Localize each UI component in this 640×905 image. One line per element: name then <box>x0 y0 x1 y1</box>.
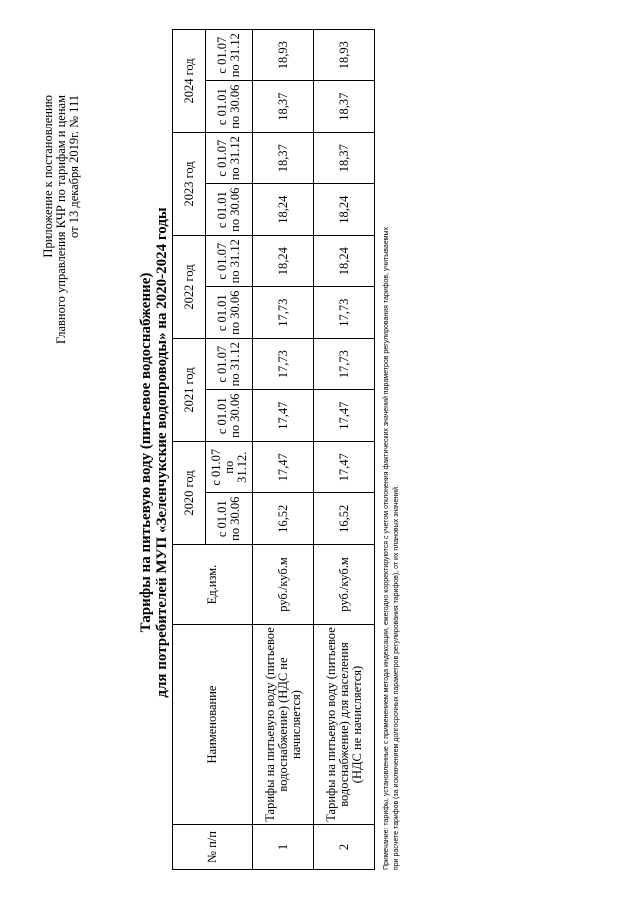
tariff-value: 18,24 <box>253 235 314 287</box>
table-row <box>314 29 375 869</box>
tariff-value: 18,37 <box>314 81 375 133</box>
footnote-line-2: при расчете тарифов (за исключением долгосрочных параметров регулирования тарифов), от их плановых значений. <box>393 484 400 870</box>
header-year: 2022 год <box>173 235 206 338</box>
tariff-value: 17,47 <box>253 441 314 493</box>
appendix-header <box>42 95 81 344</box>
tariff-value: 18,24 <box>253 184 314 236</box>
header-number: № п/п <box>173 825 253 870</box>
table-header-row-years <box>173 29 206 869</box>
tariff-value: 17,73 <box>314 287 375 339</box>
row-number: 2 <box>314 825 375 870</box>
tariff-table <box>172 29 375 870</box>
header-year: 2024 год <box>173 29 206 132</box>
header-period: с 01.01 по 30.06 <box>206 493 253 545</box>
tariff-value: 18,93 <box>314 29 375 81</box>
header-period: с 01.07 по 31.12 <box>206 29 253 81</box>
header-period: с 01.01 по 30.06 <box>206 287 253 339</box>
tariff-value: 18,37 <box>253 132 314 184</box>
header-period: с 01.01 по 30.06 <box>206 184 253 236</box>
tariff-value: 18,24 <box>314 184 375 236</box>
tariff-value: 16,52 <box>253 493 314 545</box>
header-year: 2023 год <box>173 132 206 235</box>
tariff-value: 18,37 <box>314 132 375 184</box>
footnote-line-1: Примечание: тарифы, установленные с применением метода индексации, ежегодно корректируются с учетом отклонения фактических значений параметров регулирования тарифов, учитываемых <box>383 226 390 870</box>
appendix-line-2: Главного управления КЧР по тарифам и ценам <box>54 95 68 345</box>
tariff-value: 17,73 <box>314 338 375 390</box>
tariff-value: 16,52 <box>314 493 375 545</box>
row-number: 1 <box>253 825 314 870</box>
header-period: с 01.01 по 30.06 <box>206 390 253 442</box>
tariff-value: 17,47 <box>314 441 375 493</box>
title-line-1: Тарифы на питьевую воду (питьевое водоснабжение) <box>138 272 154 633</box>
document-title <box>138 0 170 905</box>
header-period: с 01.07 по 31.12 <box>206 132 253 184</box>
header-period: с 01.07 по 31.12 <box>206 235 253 287</box>
header-period: с 01.07 по 31.12. <box>206 441 253 493</box>
tariff-value: 17,47 <box>314 390 375 442</box>
row-name: Тарифы на питьевую воду (питьевое водоснабжение) для населения (НДС не начисляется) <box>314 625 375 825</box>
tariff-value: 18,93 <box>253 29 314 81</box>
tariff-value: 17,47 <box>253 390 314 442</box>
tariff-value: 17,73 <box>253 287 314 339</box>
row-unit: руб./куб.м <box>253 545 314 625</box>
header-period: с 01.01 по 30.06 <box>206 81 253 133</box>
header-year: 2020 год <box>173 441 206 544</box>
tariff-value: 18,24 <box>314 235 375 287</box>
header-period: с 01.07 по 31.12 <box>206 338 253 390</box>
header-year: 2021 год <box>173 338 206 441</box>
appendix-line-1: Приложение к постановлению <box>41 95 55 258</box>
table-row <box>253 29 314 869</box>
tariff-value: 18,37 <box>253 81 314 133</box>
row-name: Тарифы на питьевую воду (питьевое водоснабжение) (НДС не начисляется) <box>253 625 314 825</box>
tariff-value: 17,73 <box>253 338 314 390</box>
footnote <box>382 20 402 870</box>
appendix-line-3: от 13 декабря 2019г. № 111 <box>67 95 81 238</box>
title-line-2: для потребителей МУП «Зеленчукские водопроводы» на 2020-2024 годы <box>154 207 170 698</box>
row-unit: руб./куб.м <box>314 545 375 625</box>
header-name: Наименование <box>173 625 253 825</box>
header-unit: Ед.изм. <box>173 545 253 625</box>
